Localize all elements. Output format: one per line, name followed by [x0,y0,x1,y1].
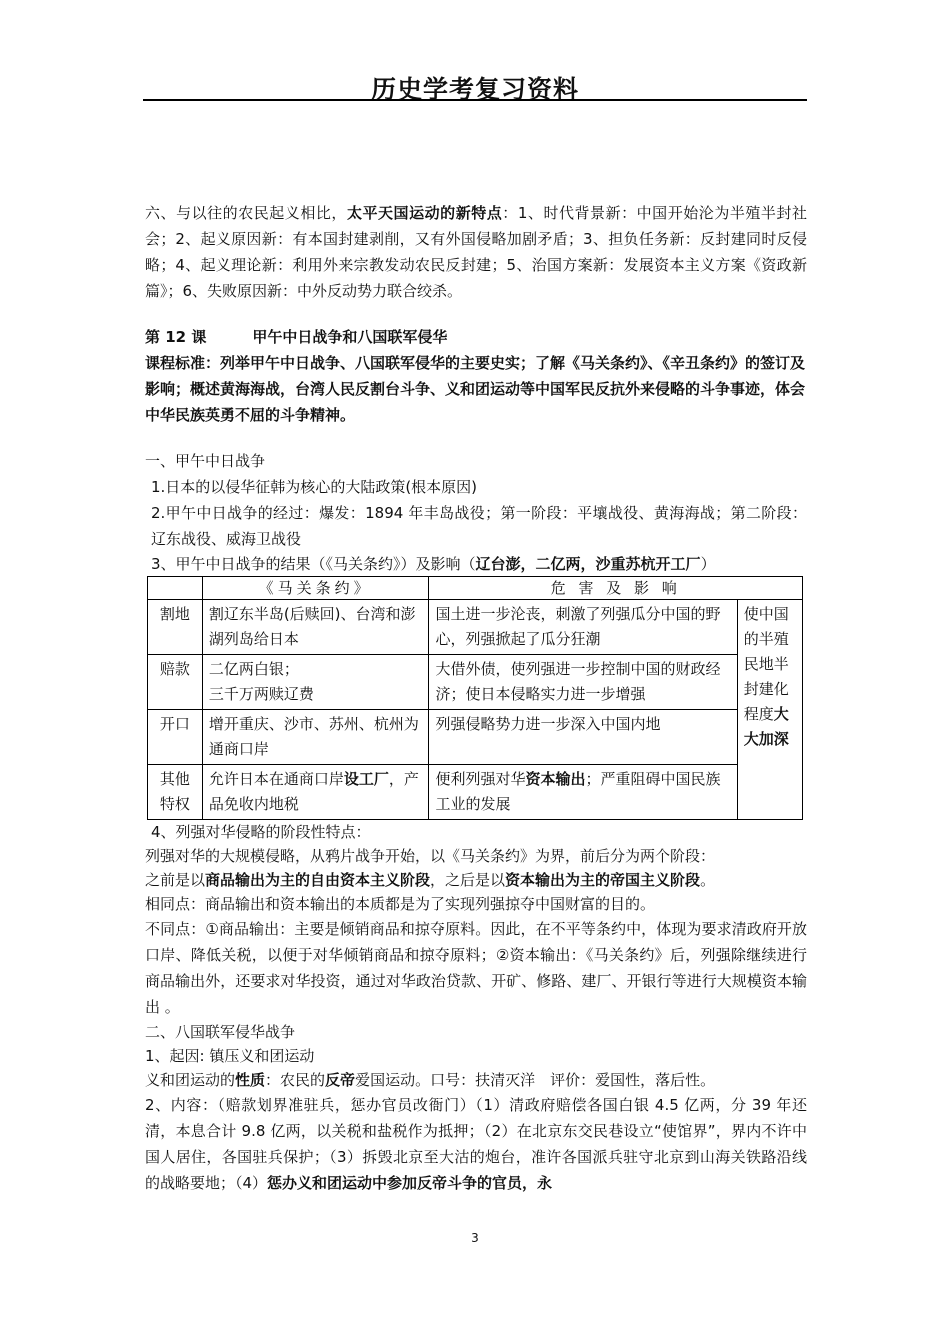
nature-bold1: 性质 [235,1071,266,1089]
row-impact: 国土进一步沦丧，刺激了列强瓜分中国的野心，列强掀起了瓜分狂潮 [429,600,737,655]
section6-paragraph [145,200,807,304]
item3-bold: 辽台澎，二亿两，沙重苏杭开工厂 [475,555,701,573]
part2-nature [145,1068,807,1092]
stage-line2-mid: ，之后是以 [430,871,506,889]
nature-post: 爱国运动。口号：扶清灭洋 评价：爱国性，落后性。 [355,1071,716,1089]
stage-line2-pre: 之前是以 [145,871,206,889]
row-content [202,765,429,820]
title-divider [143,99,807,101]
part2-heading: 二、八国联军侵华战争 [145,1023,296,1041]
lesson-number: 第 12 课 [145,328,207,346]
content-post: ，产品免收内地税 [208,770,419,813]
section6-post: ：1、时代背景新：中国开始沦为半殖半封社会；2、起义原因新：有本国封建剥削，又有外国侵略加剧矛盾；3、担负任务新：反封建同时反侵略；4、起义理论新：利用外来宗教发动农民反封建；5、治国方案新：发展资本主义方案《资政新篇》；6、失败原因新：中外反动势力联合绞杀。 [145,204,807,300]
content-pre: 允许日本在通商口岸 [208,770,344,788]
page-title: 历史学考复习资料 [370,75,579,104]
treaty-table [147,576,803,820]
section6-bold: 太平天国运动的新特点 [346,204,503,222]
content-bold: 惩办义和团运动中参加反帝斗争的官员，永 [267,1174,553,1192]
part1-4-heading: 4、列强对华侵略的阶段性特点： [151,823,371,841]
stage-line3: 相同点：商品输出和资本输出的本质都是为了实现列强掠夺中国财富的目的。 [145,895,656,913]
part1-item1: 1.日本的以侵华征韩为核心的大陆政策(根本原因) [151,478,478,496]
nature-mid: ：农民的 [265,1071,326,1089]
lesson-title: 甲午中日战争和八国联军侵华 [252,328,448,346]
table-header-treaty: 《马关条约》 [202,577,429,600]
table-header-row [148,577,803,600]
row-impact: 列强侵略势力进一步深入中国内地 [429,710,737,765]
document-body [145,200,807,1196]
lesson-heading [145,324,807,350]
row-label: 赔款 [148,655,203,710]
row-content: 割辽东半岛(后赎回)、台湾和澎湖列岛给日本 [202,600,429,655]
impact-bold: 资本输出 [525,770,586,788]
summary-text: 使中国的半殖民地半封建化程度 [743,605,789,723]
row-label: 割地 [148,600,203,655]
row-label: 其他特权 [148,765,203,820]
item3-pre: 3、甲午中日战争的结果（《马关条约》）及影响（ [151,555,476,573]
nature-bold2: 反帝 [325,1071,356,1089]
table-row [148,655,803,710]
curriculum-standard: 课程标准：列举甲午中日战争、八国联军侵华的主要史实；了解《马关条约》、《辛丑条约》的签订及影响；概述黄海海战，台湾人民反割台斗争、义和团运动等中国军民反抗外来侵略的斗争事迹，体会中华民族英勇不屈的斗争精神。 [145,354,806,424]
content-bold: 设工厂 [343,770,389,788]
row-label: 开口 [148,710,203,765]
summary-cell [737,600,802,820]
impact-pre: 便利列强对华 [435,770,526,788]
impact-post: ；严重阻碍中国民族工业的发展 [435,770,721,813]
part1-item2: 2.甲午中日战争的经过：爆发：1894 年丰岛战役；第一阶段：平壤战役、黄海海战；第二阶段：辽东战役、威海卫战役 [151,504,807,548]
table-row [148,710,803,765]
section6-pre: 六、与以往的农民起义相比， [145,204,347,222]
part1-item3 [145,552,807,576]
table-row [148,765,803,820]
page-number: 3 [471,1231,479,1245]
summary-bold: 大大加深 [743,705,789,748]
stage-line4: 不同点：①商品输出：主要是倾销商品和掠夺原料。因此，在不平等条约中，体现为要求清政府开放口岸、降低关税，以便于对华倾销商品和掠夺原料；②资本输出：《马关条约》后，列强除继续进行商品输出外，还要求对华投资，通过对华政治贷款、开矿、修路、建厂、开银行等进行大规模资本输出 。 [145,920,807,1016]
content-pre: 2、内容：（赔款划界准驻兵，惩办官员改衙门）（1）清政府赔偿各国白银 4.5 亿两，分 39 年还清，本息合计 9.8 亿两，以关税和盐税作为抵押；（2）在北京东交民巷设立“使馆界”，界内不许中国人居住，各国驻兵保护；（3）拆毁北京至大沽的炮台，准许各国派兵驻守北京到山海关铁路沿线的战略要地；（4） [145,1096,807,1192]
part2-content [145,1092,807,1196]
table-header-impact: 危 害 及 影 响 [429,577,803,600]
stage-line2 [145,868,807,892]
part1-heading: 一、甲午中日战争 [145,452,266,470]
stage-line2-bold2: 资本输出为主的帝国主义阶段 [505,871,701,889]
row-content: 二亿两白银； 三千万两赎辽费 [202,655,429,710]
stage-line2-post: 。 [700,871,716,889]
item3-post: ） [700,555,716,573]
table-header-empty [148,577,203,600]
row-impact: 大借外债，使列强进一步控制中国的财政经济；使日本侵略实力进一步增强 [429,655,737,710]
row-impact [429,765,737,820]
part2-cause: 1、起因: 镇压义和团运动 [145,1047,315,1065]
stage-line1: 列强对华的大规模侵略，从鸦片战争开始，以《马关条约》为界，前后分为两个阶段： [145,847,716,865]
row-content: 增开重庆、沙市、苏州、杭州为通商口岸 [202,710,429,765]
stage-line2-bold1: 商品输出为主的自由资本主义阶段 [205,871,431,889]
table-row [148,600,803,655]
nature-pre: 义和团运动的 [145,1071,236,1089]
